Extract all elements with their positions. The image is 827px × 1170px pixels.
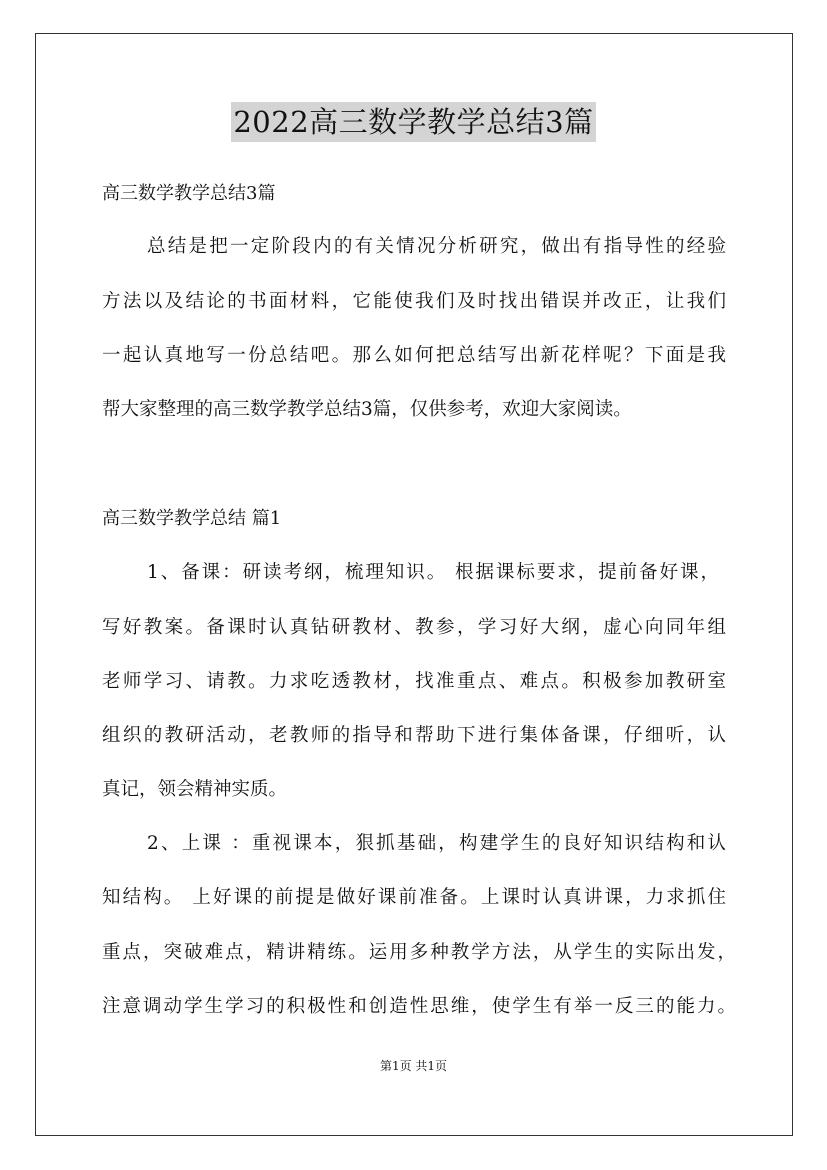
intro-line: 帮大家整理的高三数学教学总结3篇，仅供参考，欢迎大家阅读。 xyxy=(102,399,632,420)
section-heading: 高三数学教学总结 篇1 xyxy=(102,508,282,529)
page-number: 第1页 共1页 xyxy=(379,1059,448,1073)
document-title: 2022高三数学教学总结3篇 xyxy=(231,102,595,142)
paragraph-line: 组织的教研活动，老教师的指导和帮助下进行集体备课，仔细听，认 xyxy=(102,725,726,746)
intro-line: 一起认真地写一份总结吧。那么如何把总结写出新花样呢？下面是我 xyxy=(102,345,726,366)
paragraph-line: 注意调动学生学习的积极性和创造性思维，使学生有举一反三的能力。 xyxy=(102,996,736,1017)
paragraph-line: 知结构。 上好课的前提是做好课前准备。上课时认真讲课，力求抓住 xyxy=(102,887,726,908)
intro-line: 方法以及结论的书面材料，它能使我们及时找出错误并改正，让我们 xyxy=(102,291,726,312)
paragraph-line: 老师学习、请教。力求吃透教材，找准重点、难点。积极参加教研室 xyxy=(102,671,726,692)
intro-line: 总结是把一定阶段内的有关情况分析研究，做出有指导性的经验 xyxy=(147,236,726,257)
document-subtitle: 高三数学教学总结3篇 xyxy=(102,183,276,204)
paragraph-line: 重点，突破难点，精讲精练。运用多种教学方法，从学生的实际出发， xyxy=(102,942,736,963)
paragraph-line: 写好教案。备课时认真钻研教材、教参，学习好大纲，虚心向同年组 xyxy=(102,617,726,638)
paragraph-line: 1、备课：研读考纲，梳理知识。 根据课标要求，提前备好课， xyxy=(147,562,719,583)
paragraph-line: 2、上课 ：重视课本，狠抓基础，构建学生的良好知识结构和认 xyxy=(147,833,726,854)
paragraph-line: 真记，领会精神实质。 xyxy=(102,779,288,800)
title-container xyxy=(0,102,827,142)
